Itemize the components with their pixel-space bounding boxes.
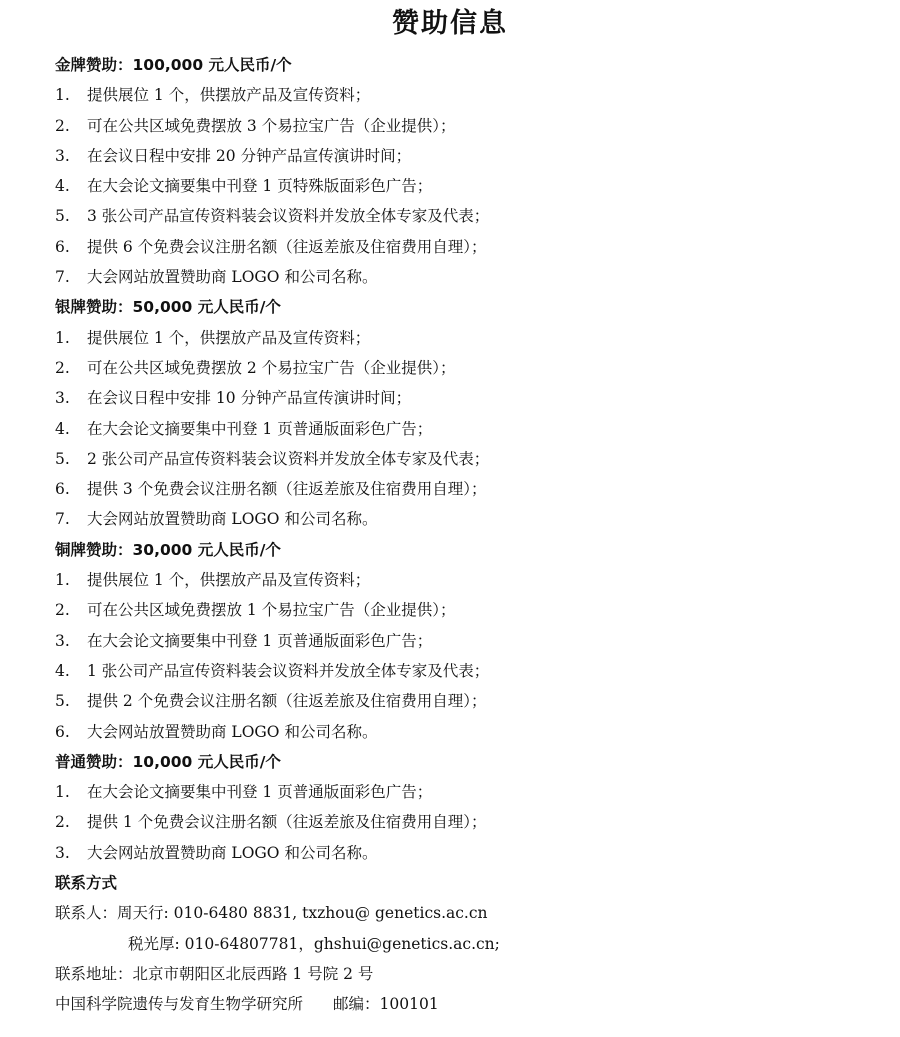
- list-item: [55, 414, 885, 444]
- item-text: 提供展位 1 个，供摆放产品及宣传资料；: [87, 328, 371, 347]
- item-text: 提供 1 个免费会议注册名额（往返差旅及住宿费用自理）；: [87, 813, 487, 832]
- list-item: [55, 656, 885, 686]
- item-number: 7.: [55, 510, 70, 529]
- item-number: 2.: [55, 358, 70, 377]
- item-text: 在大会论文摘要集中刊登 1 页特殊版面彩色广告；: [87, 177, 433, 196]
- list-item: [55, 686, 885, 716]
- list-item: [55, 111, 885, 141]
- item-text: 提供 6 个免费会议注册名额（往返差旅及住宿费用自理）；: [87, 237, 487, 256]
- item-number: 4.: [55, 177, 70, 196]
- list-item: [55, 323, 885, 353]
- bronze-sponsor-heading: 铜牌赞助：30,000 元人民币/个: [55, 540, 281, 559]
- gold-sponsor-heading: 金牌赞助：100,000 元人民币/个: [55, 56, 292, 74]
- item-text: 在会议日程中安排 10 分钟产品宣传演讲时间；: [87, 389, 412, 408]
- contact-heading: 联系方式: [55, 874, 118, 893]
- item-number: 6.: [55, 480, 70, 499]
- page-title: 赞助信息: [392, 8, 508, 39]
- list-item: [55, 565, 885, 595]
- list-item: [55, 838, 885, 868]
- list-item: [55, 171, 885, 201]
- list-item: [55, 201, 885, 231]
- item-text: 大会网站放置赞助商 LOGO 和公司名称。: [87, 268, 378, 287]
- list-item: [55, 474, 885, 504]
- list-item: [55, 80, 885, 110]
- item-number: 3.: [55, 146, 70, 165]
- list-item: [55, 717, 885, 747]
- institute-line: [55, 989, 885, 1019]
- item-text: 3 张公司产品宣传资料装会议资料并发放全体专家及代表；: [87, 207, 490, 226]
- item-number: 2.: [55, 116, 70, 135]
- item-text: 在大会论文摘要集中刊登 1 页普通版面彩色广告；: [87, 419, 433, 438]
- list-item: [55, 383, 885, 413]
- bronze-sponsor-list: [55, 565, 885, 747]
- item-number: 2.: [55, 813, 70, 832]
- contact-person-2: 税光厚: 010-64807781，ghshui@genetics.ac.cn;: [128, 934, 500, 953]
- item-text: 2 张公司产品宣传资料装会议资料并发放全体专家及代表；: [87, 449, 490, 468]
- item-text: 提供展位 1 个，供摆放产品及宣传资料；: [87, 571, 371, 590]
- item-text: 在大会论文摘要集中刊登 1 页普通版面彩色广告；: [87, 783, 433, 802]
- item-text: 可在公共区域免费摆放 2 个易拉宝广告（企业提供）；: [87, 358, 456, 377]
- list-item: [55, 141, 885, 171]
- gold-sponsor-list: [55, 80, 885, 292]
- silver-sponsor-heading: 银牌赞助：50,000 元人民币/个: [55, 298, 281, 317]
- item-number: 2.: [55, 601, 70, 620]
- item-text: 大会网站放置赞助商 LOGO 和公司名称。: [87, 722, 378, 741]
- list-item: [55, 777, 885, 807]
- item-number: 5.: [55, 692, 70, 711]
- list-item: [55, 504, 885, 534]
- item-number: 6.: [55, 722, 70, 741]
- item-text: 提供展位 1 个，供摆放产品及宣传资料；: [87, 86, 371, 105]
- item-number: 6.: [55, 237, 70, 256]
- item-text: 可在公共区域免费摆放 1 个易拉宝广告（企业提供）；: [87, 601, 456, 620]
- item-number: 1.: [55, 571, 70, 590]
- list-item: [55, 232, 885, 262]
- item-number: 1.: [55, 328, 70, 347]
- item-number: 7.: [55, 268, 70, 287]
- item-text: 提供 2 个免费会议注册名额（往返差旅及住宿费用自理）；: [87, 692, 487, 711]
- institute-name: 中国科学院遗传与发育生物学研究所: [55, 995, 304, 1014]
- item-number: 3.: [55, 631, 70, 650]
- item-text: 1 张公司产品宣传资料装会议资料并发放全体专家及代表；: [87, 661, 490, 680]
- item-text: 在大会论文摘要集中刊登 1 页普通版面彩色广告；: [87, 631, 433, 650]
- item-number: 3.: [55, 389, 70, 408]
- item-number: 5.: [55, 207, 70, 226]
- contact-person-1: 联系人：周天行: 010-6480 8831, txzhou@ genetics.ac.cn: [55, 904, 488, 923]
- list-item: [55, 353, 885, 383]
- item-number: 1.: [55, 86, 70, 105]
- list-item: [55, 595, 885, 625]
- item-text: 可在公共区域免费摆放 3 个易拉宝广告（企业提供）；: [87, 116, 456, 135]
- list-item: [55, 626, 885, 656]
- item-text: 大会网站放置赞助商 LOGO 和公司名称。: [87, 510, 378, 529]
- item-number: 3.: [55, 843, 70, 862]
- list-item: [55, 807, 885, 837]
- item-text: 提供 3 个免费会议注册名额（往返差旅及住宿费用自理）；: [87, 480, 487, 499]
- silver-sponsor-list: [55, 323, 885, 535]
- item-number: 5.: [55, 449, 70, 468]
- item-number: 4.: [55, 661, 70, 680]
- sponsorship-content: [55, 50, 885, 1020]
- general-sponsor-list: [55, 777, 885, 868]
- contact-address: 联系地址：北京市朝阳区北辰西路 1 号院 2 号: [55, 964, 374, 983]
- general-sponsor-heading: 普通赞助：10,000 元人民币/个: [55, 752, 281, 771]
- list-item: [55, 262, 885, 292]
- item-text: 大会网站放置赞助商 LOGO 和公司名称。: [87, 843, 378, 862]
- postcode: 邮编：100101: [333, 995, 439, 1014]
- item-number: 4.: [55, 419, 70, 438]
- list-item: [55, 444, 885, 474]
- item-number: 1.: [55, 783, 70, 802]
- item-text: 在会议日程中安排 20 分钟产品宣传演讲时间；: [87, 146, 412, 165]
